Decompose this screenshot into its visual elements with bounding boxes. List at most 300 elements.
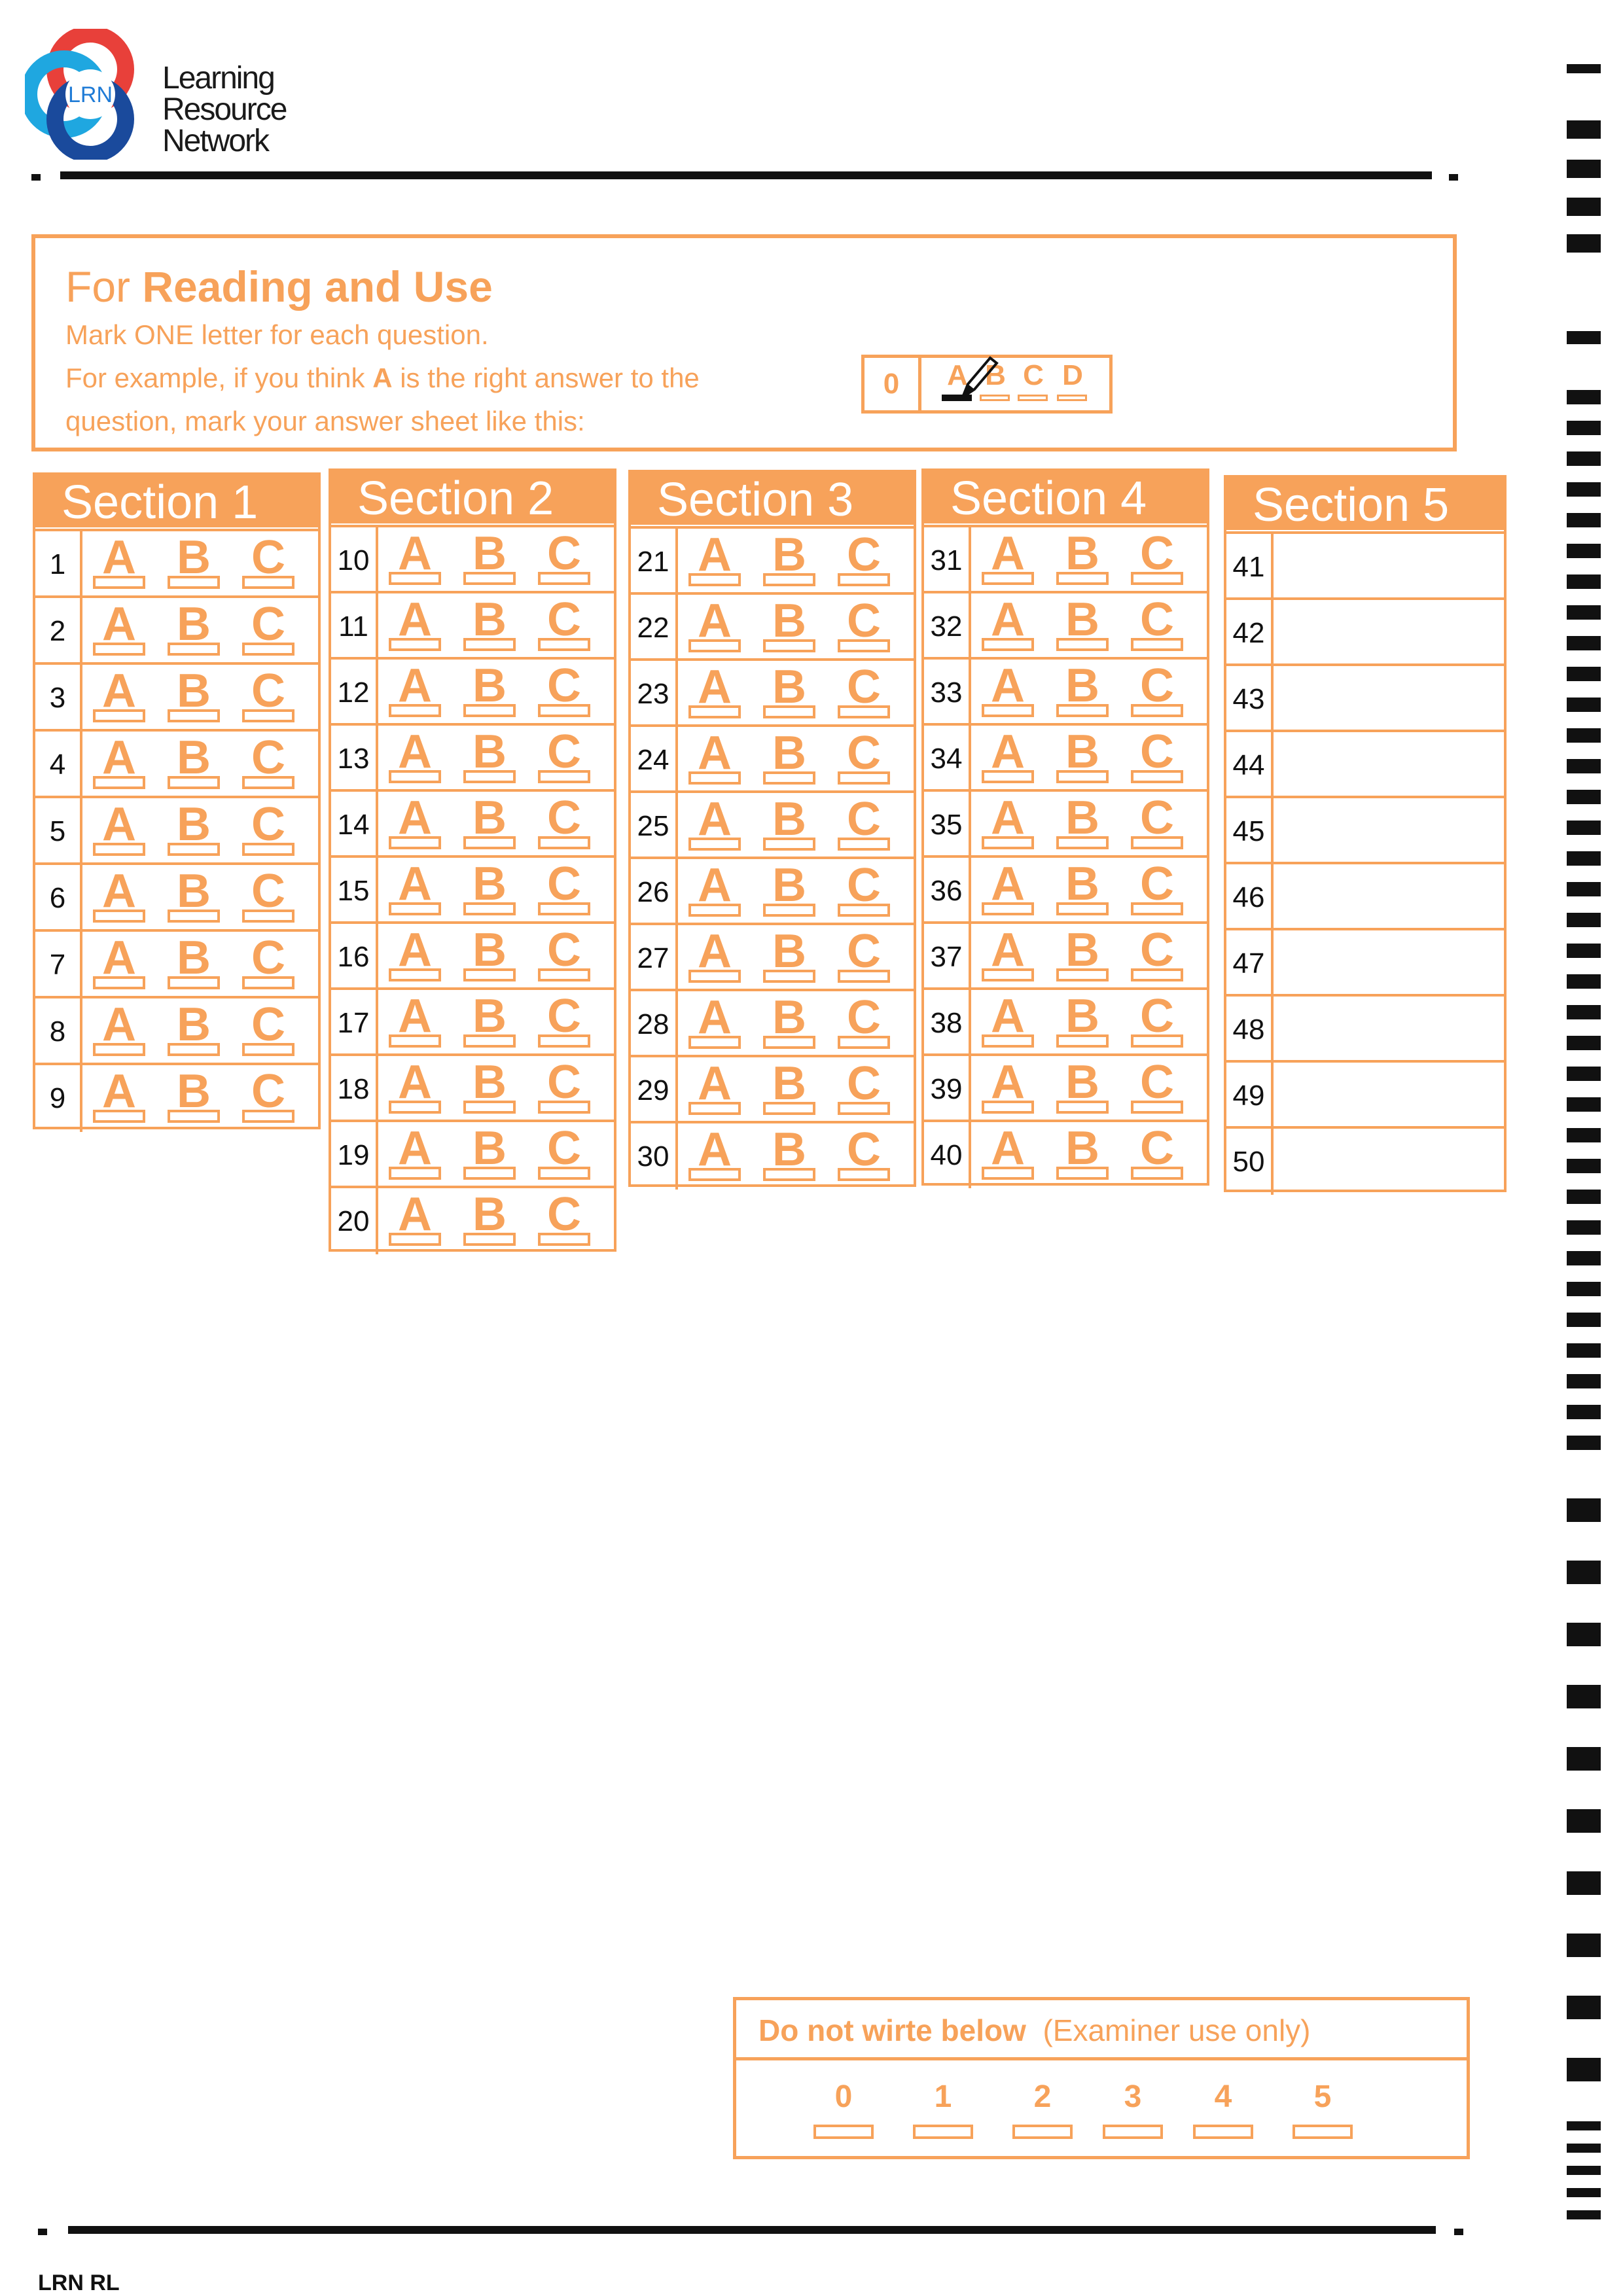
answer-bubble-b[interactable]	[763, 838, 815, 851]
answer-bubble-a[interactable]	[688, 838, 741, 851]
score-number: 0	[834, 2079, 853, 2114]
answer-bubble-a[interactable]	[688, 771, 741, 785]
timing-mark	[1567, 636, 1601, 650]
answer-bubble-a[interactable]	[93, 576, 145, 589]
question-row	[924, 855, 1207, 924]
option-letter: C	[847, 1057, 881, 1110]
answer-bubble-b[interactable]	[763, 1036, 815, 1049]
answer-bubble-b[interactable]	[1056, 770, 1109, 783]
writing-row[interactable]	[1226, 1126, 1504, 1195]
answer-bubble-a[interactable]	[982, 836, 1034, 849]
question-number: 19	[331, 1122, 378, 1188]
question-number: 43	[1226, 666, 1274, 732]
answer-bubble-a[interactable]	[93, 643, 145, 656]
answer-bubble-b[interactable]	[763, 573, 815, 586]
option-letter: A	[698, 991, 732, 1044]
option-letter: B	[473, 924, 507, 976]
timing-mark	[1567, 451, 1601, 466]
timing-mark	[1567, 974, 1601, 989]
option-letter: B	[177, 732, 211, 784]
answer-bubble-b[interactable]	[763, 904, 815, 917]
answer-bubble-a[interactable]	[688, 1102, 741, 1115]
question-number: 15	[331, 858, 378, 924]
answer-bubble-c[interactable]	[538, 1101, 590, 1114]
answer-bubble-a[interactable]	[688, 639, 741, 652]
timing-mark	[1567, 851, 1601, 866]
timing-mark	[1567, 1374, 1601, 1388]
answer-bubble-c[interactable]	[838, 573, 890, 586]
answer-bubble-a[interactable]	[389, 1233, 441, 1246]
option-letter: B	[177, 998, 211, 1051]
option-letter: C	[547, 660, 581, 712]
option-letter: C	[547, 924, 581, 976]
option-letter: A	[991, 990, 1025, 1042]
answer-bubble-b[interactable]	[168, 576, 220, 589]
option-letter: B	[177, 598, 211, 650]
section-title: Section 2	[331, 471, 614, 523]
answer-bubble-a[interactable]	[389, 638, 441, 651]
answer-bubble-c[interactable]	[242, 709, 294, 722]
question-number: 26	[631, 859, 678, 925]
example-bubble	[1057, 395, 1087, 401]
answer-bubble-b[interactable]	[763, 771, 815, 785]
answer-bubble-b[interactable]	[463, 1233, 516, 1246]
option-letter: B	[177, 932, 211, 984]
question-number: 20	[331, 1188, 378, 1254]
answer-bubble-b[interactable]	[168, 976, 220, 989]
question-row	[331, 1053, 614, 1122]
answer-bubble-c[interactable]	[538, 1034, 590, 1048]
option-letter: B	[1065, 858, 1099, 910]
answer-bubble-c[interactable]	[538, 1167, 590, 1180]
timing-mark	[1567, 1005, 1601, 1019]
option-letter: B	[1065, 990, 1099, 1042]
answer-bubble-a[interactable]	[982, 1101, 1034, 1114]
timing-mark	[1567, 1405, 1601, 1419]
question-number: 36	[924, 858, 971, 924]
option-letter: C	[547, 858, 581, 910]
answer-bubble-b[interactable]	[463, 572, 516, 585]
option-letter: A	[102, 865, 136, 917]
section-title: Section 5	[1226, 478, 1504, 530]
answer-bubble-c[interactable]	[242, 643, 294, 656]
answer-bubble-c[interactable]	[838, 1168, 890, 1181]
answer-bubble-b[interactable]	[1056, 902, 1109, 915]
answer-bubble-b[interactable]	[168, 643, 220, 656]
logo-line-1: Learning	[162, 61, 274, 96]
timing-mark	[1567, 2144, 1601, 2153]
answer-bubble-c[interactable]	[538, 572, 590, 585]
answer-bubble-b[interactable]	[1056, 1101, 1109, 1114]
timing-mark	[1567, 1190, 1601, 1204]
question-number: 47	[1226, 930, 1274, 997]
question-row	[924, 789, 1207, 858]
score-number: 2	[1033, 2079, 1052, 2114]
answer-bubble-a[interactable]	[93, 1043, 145, 1056]
answer-bubble-a[interactable]	[982, 968, 1034, 981]
answer-bubble-b[interactable]	[168, 1043, 220, 1056]
writing-row[interactable]	[1226, 994, 1504, 1063]
score-bubble[interactable]	[1193, 2125, 1253, 2139]
question-row	[924, 723, 1207, 792]
lrn-logo	[25, 29, 391, 160]
answer-bubble-c[interactable]	[242, 843, 294, 856]
answer-bubble-b[interactable]	[463, 902, 516, 915]
answer-bubble-c[interactable]	[1131, 1034, 1183, 1048]
section-title: Section 3	[631, 472, 914, 525]
answer-bubble-c[interactable]	[838, 1036, 890, 1049]
option-letter: C	[547, 990, 581, 1042]
timing-mark	[1567, 331, 1601, 344]
answer-bubble-c[interactable]	[538, 638, 590, 651]
option-letter: C	[251, 798, 285, 851]
answer-bubble-b[interactable]	[763, 970, 815, 983]
answer-bubble-b[interactable]	[168, 910, 220, 923]
timing-mark	[1567, 1313, 1601, 1327]
option-letter: C	[251, 998, 285, 1051]
answer-bubble-c[interactable]	[838, 838, 890, 851]
option-letter: B	[1065, 593, 1099, 646]
question-row	[631, 526, 914, 595]
answer-bubble-a[interactable]	[982, 1034, 1034, 1048]
answer-bubble-a[interactable]	[688, 970, 741, 983]
answer-bubble-c[interactable]	[242, 1110, 294, 1123]
option-letter: A	[991, 924, 1025, 976]
option-letter: C	[547, 792, 581, 844]
option-letter: A	[991, 1056, 1025, 1108]
answer-bubble-c[interactable]	[1131, 968, 1183, 981]
score-number: 1	[934, 2079, 952, 2114]
question-number: 4	[35, 732, 82, 798]
option-letter: B	[772, 793, 806, 845]
option-letter: C	[847, 859, 881, 911]
pencil-icon	[956, 351, 1002, 404]
answer-bubble-c[interactable]	[1131, 836, 1183, 849]
score-bubble[interactable]	[813, 2125, 874, 2139]
score-bubble[interactable]	[913, 2125, 973, 2139]
answer-bubble-b[interactable]	[463, 770, 516, 783]
question-row	[631, 989, 914, 1057]
answer-bubble-a[interactable]	[389, 704, 441, 717]
question-number: 23	[631, 661, 678, 727]
option-letter: A	[991, 858, 1025, 910]
question-number: 31	[924, 527, 971, 593]
answer-bubble-a[interactable]	[389, 902, 441, 915]
answer-bubble-c[interactable]	[538, 1233, 590, 1246]
answer-bubble-c[interactable]	[1131, 770, 1183, 783]
option-letter: C	[251, 531, 285, 584]
answer-bubble-c[interactable]	[838, 904, 890, 917]
option-letter: B	[772, 727, 806, 779]
option-letter: A	[398, 1188, 432, 1241]
answer-bubble-c[interactable]	[1131, 704, 1183, 717]
writing-row[interactable]	[1226, 531, 1504, 600]
timing-mark	[1567, 1747, 1601, 1771]
question-row	[331, 1186, 614, 1254]
logo-line-2: Resource Network	[162, 92, 287, 158]
question-number: 3	[35, 665, 82, 732]
timing-mark	[1567, 482, 1601, 497]
timing-mark	[1567, 605, 1601, 620]
option-letter: B	[772, 529, 806, 581]
question-number: 8	[35, 998, 82, 1065]
answer-bubble-a[interactable]	[688, 904, 741, 917]
answer-bubble-a[interactable]	[982, 770, 1034, 783]
option-letter: B	[473, 726, 507, 778]
timing-mark	[1567, 1436, 1601, 1450]
question-row	[331, 921, 614, 990]
option-letter: B	[177, 665, 211, 717]
answer-bubble-a[interactable]	[93, 843, 145, 856]
option-letter: C	[847, 529, 881, 581]
writing-row[interactable]	[1226, 730, 1504, 798]
section-4	[921, 468, 1209, 1186]
example-option: C	[1023, 359, 1044, 391]
question-number: 28	[631, 991, 678, 1057]
option-letter: A	[991, 726, 1025, 778]
option-letter: C	[1140, 1056, 1174, 1108]
answer-bubble-a[interactable]	[688, 1036, 741, 1049]
answer-bubble-c[interactable]	[242, 976, 294, 989]
answer-bubble-b[interactable]	[763, 1168, 815, 1181]
answer-bubble-b[interactable]	[1056, 638, 1109, 651]
example-bubble	[1018, 395, 1048, 401]
top-rule-dot-right	[1449, 174, 1458, 181]
timing-mark	[1567, 1996, 1601, 2019]
timing-mark	[1567, 944, 1601, 958]
answer-bubble-a[interactable]	[982, 572, 1034, 585]
answer-bubble-a[interactable]	[982, 704, 1034, 717]
example-number: 0	[865, 358, 921, 410]
option-letter: B	[473, 660, 507, 712]
answer-bubble-a[interactable]	[93, 910, 145, 923]
question-number: 2	[35, 598, 82, 665]
question-row	[924, 591, 1207, 660]
answer-bubble-b[interactable]	[1056, 1167, 1109, 1180]
timing-mark	[1567, 1809, 1601, 1833]
question-number: 46	[1226, 864, 1274, 930]
bottom-rule-dot-left	[38, 2229, 47, 2235]
answer-bubble-c[interactable]	[1131, 1167, 1183, 1180]
answer-bubble-c[interactable]	[242, 776, 294, 789]
answer-bubble-a[interactable]	[688, 1168, 741, 1181]
option-letter: B	[177, 1065, 211, 1118]
writing-row[interactable]	[1226, 1060, 1504, 1129]
timing-mark	[1567, 1128, 1601, 1142]
logo-badge: LRN	[67, 82, 113, 107]
timing-mark	[1567, 1871, 1601, 1895]
answer-bubble-c[interactable]	[538, 770, 590, 783]
answer-bubble-b[interactable]	[168, 776, 220, 789]
question-number: 22	[631, 595, 678, 661]
option-letter: A	[991, 660, 1025, 712]
timing-mark	[1567, 2210, 1601, 2219]
answer-bubble-a[interactable]	[982, 1167, 1034, 1180]
answer-bubble-b[interactable]	[1056, 704, 1109, 717]
answer-bubble-c[interactable]	[838, 771, 890, 785]
answer-bubble-b[interactable]	[168, 1110, 220, 1123]
example-option: A	[947, 359, 968, 391]
answer-bubble-a[interactable]	[93, 1110, 145, 1123]
option-letter: B	[772, 1123, 806, 1176]
answer-bubble-c[interactable]	[838, 1102, 890, 1115]
option-letter: A	[698, 1123, 732, 1176]
score-bubble[interactable]	[1012, 2125, 1073, 2139]
question-number: 42	[1226, 600, 1274, 666]
answer-bubble-b[interactable]	[168, 843, 220, 856]
writing-row[interactable]	[1226, 862, 1504, 930]
answer-bubble-b[interactable]	[463, 704, 516, 717]
option-letter: A	[398, 792, 432, 844]
timing-mark	[1567, 1097, 1601, 1112]
question-number: 27	[631, 925, 678, 991]
question-number: 5	[35, 798, 82, 865]
question-number: 14	[331, 792, 378, 858]
answer-bubble-c[interactable]	[838, 970, 890, 983]
question-row	[35, 929, 318, 998]
timing-mark	[1567, 160, 1601, 178]
answer-bubble-b[interactable]	[1056, 968, 1109, 981]
answer-bubble-a[interactable]	[688, 573, 741, 586]
answer-bubble-a[interactable]	[982, 638, 1034, 651]
answer-bubble-c[interactable]	[242, 576, 294, 589]
timing-mark	[1567, 2121, 1601, 2130]
option-letter: C	[847, 925, 881, 978]
answer-bubble-c[interactable]	[838, 705, 890, 718]
option-letter: B	[772, 1057, 806, 1110]
writing-row[interactable]	[1226, 796, 1504, 864]
option-letter: A	[102, 1065, 136, 1118]
answer-bubble-a[interactable]	[389, 1034, 441, 1048]
answer-bubble-c[interactable]	[1131, 638, 1183, 651]
timing-mark	[1567, 421, 1601, 435]
answer-bubble-a[interactable]	[389, 836, 441, 849]
option-letter: A	[102, 598, 136, 650]
timing-mark	[1567, 1067, 1601, 1081]
question-number: 13	[331, 726, 378, 792]
answer-bubble-c[interactable]	[242, 1043, 294, 1056]
instructions-line-1: Mark ONE letter for each question.	[65, 319, 489, 350]
question-row	[924, 657, 1207, 726]
answer-bubble-b[interactable]	[463, 1167, 516, 1180]
answer-bubble-b[interactable]	[463, 968, 516, 981]
question-number: 33	[924, 660, 971, 726]
question-number: 38	[924, 990, 971, 1056]
timing-mark	[1567, 1498, 1601, 1522]
question-row	[631, 658, 914, 727]
option-letter: C	[1140, 924, 1174, 976]
answer-bubble-b[interactable]	[763, 639, 815, 652]
answer-bubble-a[interactable]	[389, 572, 441, 585]
answer-bubble-c[interactable]	[538, 968, 590, 981]
timing-mark	[1567, 513, 1601, 527]
example-answer	[861, 355, 1113, 414]
answer-bubble-a[interactable]	[93, 709, 145, 722]
answer-bubble-b[interactable]	[463, 1034, 516, 1048]
answer-bubble-c[interactable]	[1131, 1101, 1183, 1114]
option-letter: C	[547, 1056, 581, 1108]
option-letter: A	[991, 593, 1025, 646]
option-letter: A	[991, 527, 1025, 580]
answer-bubble-b[interactable]	[763, 705, 815, 718]
timing-mark	[1567, 64, 1601, 73]
answer-bubble-a[interactable]	[389, 1167, 441, 1180]
answer-bubble-c[interactable]	[1131, 572, 1183, 585]
answer-bubble-b[interactable]	[1056, 572, 1109, 585]
section-title: Section 1	[35, 475, 318, 527]
question-row	[331, 1120, 614, 1188]
answer-bubble-a[interactable]	[389, 1101, 441, 1114]
answer-bubble-a[interactable]	[688, 705, 741, 718]
question-number: 35	[924, 792, 971, 858]
option-letter: C	[547, 527, 581, 580]
answer-bubble-c[interactable]	[1131, 902, 1183, 915]
instructions-line-2: For example, if you think A is the right answer to the	[65, 362, 700, 393]
form-code: LRN RL	[38, 2270, 120, 2295]
section-2	[329, 468, 616, 1252]
option-letter: B	[177, 531, 211, 584]
question-number: 6	[35, 865, 82, 932]
answer-bubble-b[interactable]	[463, 836, 516, 849]
question-number: 18	[331, 1056, 378, 1122]
writing-row[interactable]	[1226, 663, 1504, 732]
option-letter: B	[473, 593, 507, 646]
answer-bubble-c[interactable]	[242, 910, 294, 923]
score-bubble[interactable]	[1103, 2125, 1163, 2139]
question-row	[35, 729, 318, 798]
answer-bubble-b[interactable]	[463, 1101, 516, 1114]
writing-row[interactable]	[1226, 597, 1504, 666]
option-letter: C	[1140, 792, 1174, 844]
option-letter: B	[473, 858, 507, 910]
option-letter: A	[102, 732, 136, 784]
answer-bubble-a[interactable]	[982, 902, 1034, 915]
answer-bubble-b[interactable]	[463, 638, 516, 651]
bottom-rule-dot-right	[1454, 2229, 1463, 2235]
option-letter: A	[102, 665, 136, 717]
bottom-rule	[68, 2226, 1436, 2234]
answer-bubble-c[interactable]	[538, 836, 590, 849]
question-row	[924, 525, 1207, 593]
option-letter: C	[251, 598, 285, 650]
option-letter: B	[1065, 726, 1099, 778]
question-row	[331, 657, 614, 726]
answer-bubble-a[interactable]	[93, 976, 145, 989]
answer-bubble-c[interactable]	[538, 704, 590, 717]
option-letter: A	[698, 529, 732, 581]
score-bubble[interactable]	[1293, 2125, 1353, 2139]
answer-bubble-c[interactable]	[838, 639, 890, 652]
writing-row[interactable]	[1226, 928, 1504, 997]
timing-mark	[1567, 790, 1601, 804]
option-letter: A	[102, 798, 136, 851]
example-option: D	[1062, 359, 1083, 391]
answer-bubble-b[interactable]	[1056, 836, 1109, 849]
answer-bubble-b[interactable]	[1056, 1034, 1109, 1048]
option-letter: B	[473, 1122, 507, 1174]
answer-bubble-b[interactable]	[168, 709, 220, 722]
option-letter: B	[772, 991, 806, 1044]
question-row	[631, 592, 914, 661]
answer-bubble-a[interactable]	[389, 770, 441, 783]
answer-bubble-a[interactable]	[93, 776, 145, 789]
option-letter: A	[698, 859, 732, 911]
option-letter: C	[847, 661, 881, 713]
answer-bubble-b[interactable]	[763, 1102, 815, 1115]
answer-bubble-c[interactable]	[538, 902, 590, 915]
answer-bubble-a[interactable]	[389, 968, 441, 981]
question-number: 34	[924, 726, 971, 792]
